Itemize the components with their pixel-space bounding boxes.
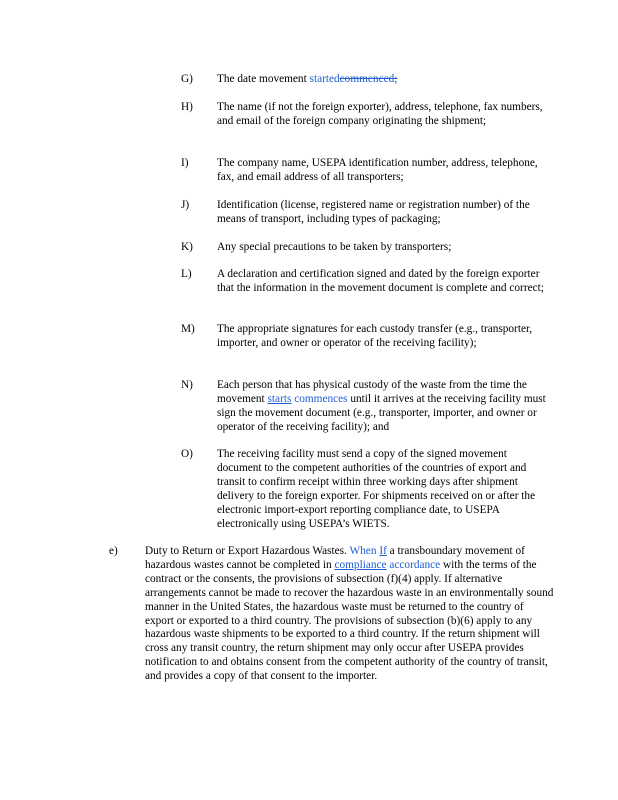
revision-text: commences: [294, 392, 348, 405]
revision-text: If: [379, 545, 387, 557]
item-text: Any special precautions to be taken by transporters;: [217, 241, 452, 253]
revision-text: accordance: [389, 558, 441, 571]
text-run: Duty to Return or Export Hazardous Wastes.: [145, 545, 350, 557]
item-text: The appropriate signatures for each custody transfer (e.g., transporter, importer, and owner or operator of the receiving facility);: [217, 323, 533, 349]
item-label: O): [181, 448, 193, 460]
item-text: The receiving facility must send a copy of the signed movement document to the competent authorities of the countries of export and transit to confirm receipt within three working days after shipment delivery to the foreign exporter. For shipments received on or after the electronic import-export reporting compliance date, to USEPA electronically using USEPA’s WIETS.: [217, 448, 536, 530]
item-label: M): [181, 323, 195, 335]
section-e-label: e): [109, 545, 118, 557]
item-label: G): [181, 73, 193, 85]
revision-text: started: [309, 73, 340, 85]
revision-text: starts: [267, 392, 292, 405]
item-label: I): [181, 157, 189, 169]
item-label: H): [181, 101, 193, 113]
item-text: A declaration and certification signed and dated by the foreign exporter that the information in the movement document is complete and correct;: [217, 268, 544, 294]
item-text: Identification (license, registered name or registration number) of the means of transport, including types of packaging;: [217, 199, 530, 225]
revision-text: ;: [394, 73, 398, 85]
revision-text: commenced: [339, 73, 395, 85]
item-label: L): [181, 268, 192, 280]
section-e-text: [145, 545, 555, 684]
item-text: [217, 379, 552, 435]
text-run: Each person that has physical custody of the waste from the time the movement: [217, 379, 527, 405]
item-label: J): [181, 199, 190, 211]
item-text: The name (if not the foreign exporter), address, telephone, fax numbers, and email of the foreign company originating the shipment;: [217, 101, 543, 127]
item-text: [217, 73, 552, 87]
text-run: until it arrives at the receiving facility must sign the movement document (e.g., transporter, importer, and owner or operator of the receiving facility); and: [217, 392, 546, 433]
revision-text: compliance: [334, 558, 387, 571]
item-label: K): [181, 241, 193, 253]
text-run: a transboundary movement of hazardous wastes cannot be completed in: [145, 545, 525, 571]
text-run: with the terms of the contract or the consents, the provisions of subsection (f)(4) apply. If alternative arrangements cannot be made to recover the hazardous waste in an environmentally sound manner in the United States, the hazardous waste must be returned to the country of export or exported to a third country. The provisions of subsection (b)(6) apply to any hazardous waste shipments to be exported to a third country. If the return shipment will cross any transit country, the return shipment may only occur after USEPA provides notification to and obtains consent from the competent authority of the country of transit, and provides a copy of that consent to the importer.: [145, 558, 554, 683]
item-text: The company name, USEPA identification number, address, telephone, fax, and email address of all transporters;: [217, 157, 538, 183]
revision-text: When: [349, 545, 377, 557]
item-label: N): [181, 379, 193, 391]
text-run: The date movement: [217, 73, 310, 85]
